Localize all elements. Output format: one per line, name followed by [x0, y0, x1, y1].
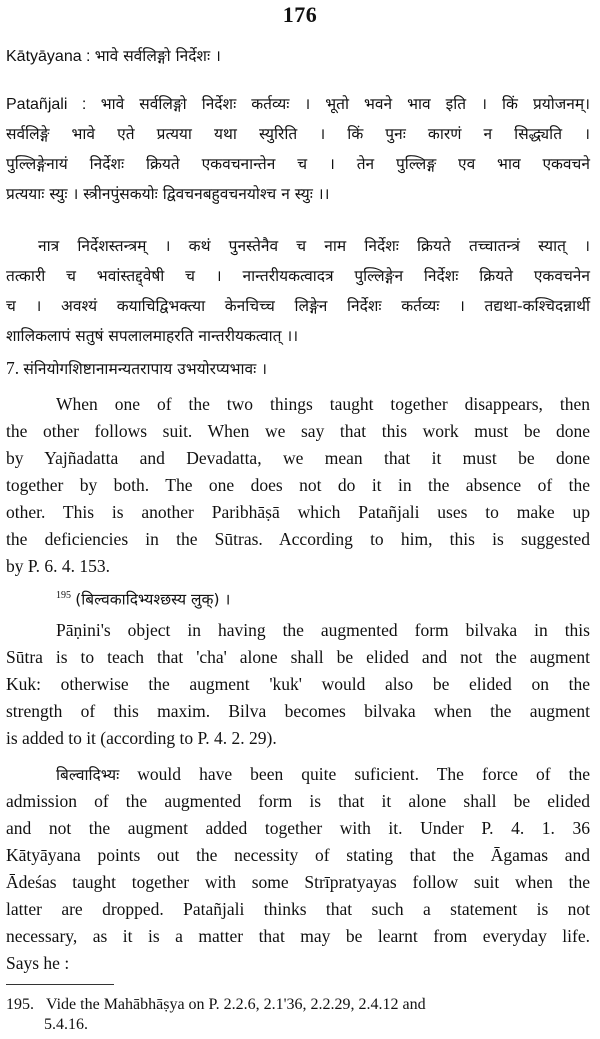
para1-line-1: When one of the two things taught together disappears, then — [56, 394, 590, 414]
footnote-line-1 — [6, 994, 570, 1016]
footnote-line-2: 5.4.16. — [44, 1016, 88, 1033]
katyayana-line — [6, 44, 590, 69]
footnote-reference: 195 — [56, 590, 71, 601]
patanjali-label: Patañjali : — [6, 96, 87, 113]
patanjali-line-3: पुल्लिङ्गेनायं निर्देशः क्रियते एकवचनान्तेन च । तेन पुल्लिङ्ग एव भाव एकवचने — [6, 155, 590, 173]
para1-line-7: by P. 6. 4. 153. — [6, 556, 111, 576]
para1-line-4: together by both. The one does not do it in the absence of the — [6, 475, 590, 495]
para3-line-8: Says he : — [6, 953, 70, 973]
para1-line-2: the other follows suit. When we say that this work must be done — [6, 421, 590, 441]
para1-line-3: by Yajñadatta and Devadatta, we mean that it must be done — [6, 448, 590, 468]
footnote-text-1: Vide the Mahābhāṣya on P. 2.2.6, 2.1'36, 2.2.29, 2.4.12 and — [46, 996, 426, 1013]
section-title: संनियोगशिष्टानामन्यतरापाय उभयोरप्यभावः । — [23, 360, 268, 378]
para1-line-6: the deficiencies in the Sūtras. According to him, this is suggested — [6, 529, 590, 549]
para3-line-1 — [56, 762, 590, 787]
footnote-number: 195. — [6, 996, 34, 1013]
para3-line-6: latter are dropped. Patañjali thinks that such a statement is not — [6, 899, 590, 919]
patanjali-line-4: प्रत्ययाः स्युः । स्त्रीनपुंसकयोः द्विवचनबहुवचनयोश्च न स्युः ।। — [6, 185, 330, 203]
natra-line-2: तत्कारी च भवांस्तद्द्वेषी च । नान्तरीयकत्वादत्र पुल्लिङ्गेन निर्देशः क्रियते एकवचनेन — [6, 267, 590, 285]
para1-line-5: other. This is another Paribhāṣā which Patañjali uses to make up — [6, 502, 590, 522]
patanjali-line-2: सर्वलिङ्गे भावे एते प्रत्यया यथा स्युरिति । किं पुनः कारणं न सिद्ध्यति । — [6, 125, 590, 143]
para3-line-7: necessary, as it is a matter that may be learnt from everyday life. — [6, 926, 590, 946]
katyayana-label: Kātyāyana : — [6, 48, 91, 65]
section-heading — [6, 356, 590, 381]
natra-line-1: नात्र निर्देशस्तन्त्रम् । कथं पुनस्तेनैव च नाम निर्देशः क्रियते तच्चातन्त्रं स्यात् । — [38, 237, 590, 255]
page-number: 176 — [282, 2, 318, 27]
para3-line-3: and not the augment added together with it. Under P. 4. 1. 36 — [6, 818, 590, 838]
para2-line-4: strength of this maxim. Bilva becomes bilvaka when the augment — [6, 701, 590, 721]
patanjali-line-1 — [6, 92, 590, 117]
sutra-quote: (बिल्वकादिभ्यश्छस्य लुक्) । — [75, 590, 231, 609]
footnote-divider — [6, 984, 114, 985]
para3-line-5: Ādeśas taught together with some Strīpratyayas follow suit when the — [6, 872, 590, 892]
sutra-quote-line — [56, 584, 590, 612]
para3-line-2: admission of the augmented form is that it alone shall be elided — [6, 791, 590, 811]
natra-line-4: शालिकलापं सतुषं सपलालमाहरति नान्तरीयकत्वात् ।। — [6, 327, 299, 345]
section-number: 7. — [6, 358, 20, 378]
para3-sanskrit-term: बिल्वादिभ्यः — [56, 766, 120, 784]
natra-line-3: च । अवश्यं कयाचिद्विभक्त्या केनचिच्च लिङ्गेन निर्देशः कर्तव्यः । तद्यथा-कश्चिदन्नार्थी — [6, 297, 590, 315]
para2-line-5: is added to it (according to P. 4. 2. 29). — [6, 728, 277, 748]
para3-first-text: would have been quite suficient. The force of the — [137, 764, 591, 784]
patanjali-text-1: भावे सर्वलिङ्गो निर्देशः कर्तव्यः । भूतो भवने भाव इति । किं प्रयोजनम्। — [100, 95, 591, 113]
katyayana-text: भावे सर्वलिङ्गो निर्देशः । — [94, 47, 221, 65]
para2-line-1: Pāṇini's object in having the augmented form bilvaka in this — [56, 620, 590, 640]
para3-line-4: Kātyāyana points out the necessity of stating that the Āgamas and — [6, 845, 590, 865]
para2-line-2: Sūtra is to teach that 'cha' alone shall be elided and not the augment — [6, 647, 590, 667]
para2-line-3: Kuk: otherwise the augment 'kuk' would also be elided on the — [6, 674, 590, 694]
